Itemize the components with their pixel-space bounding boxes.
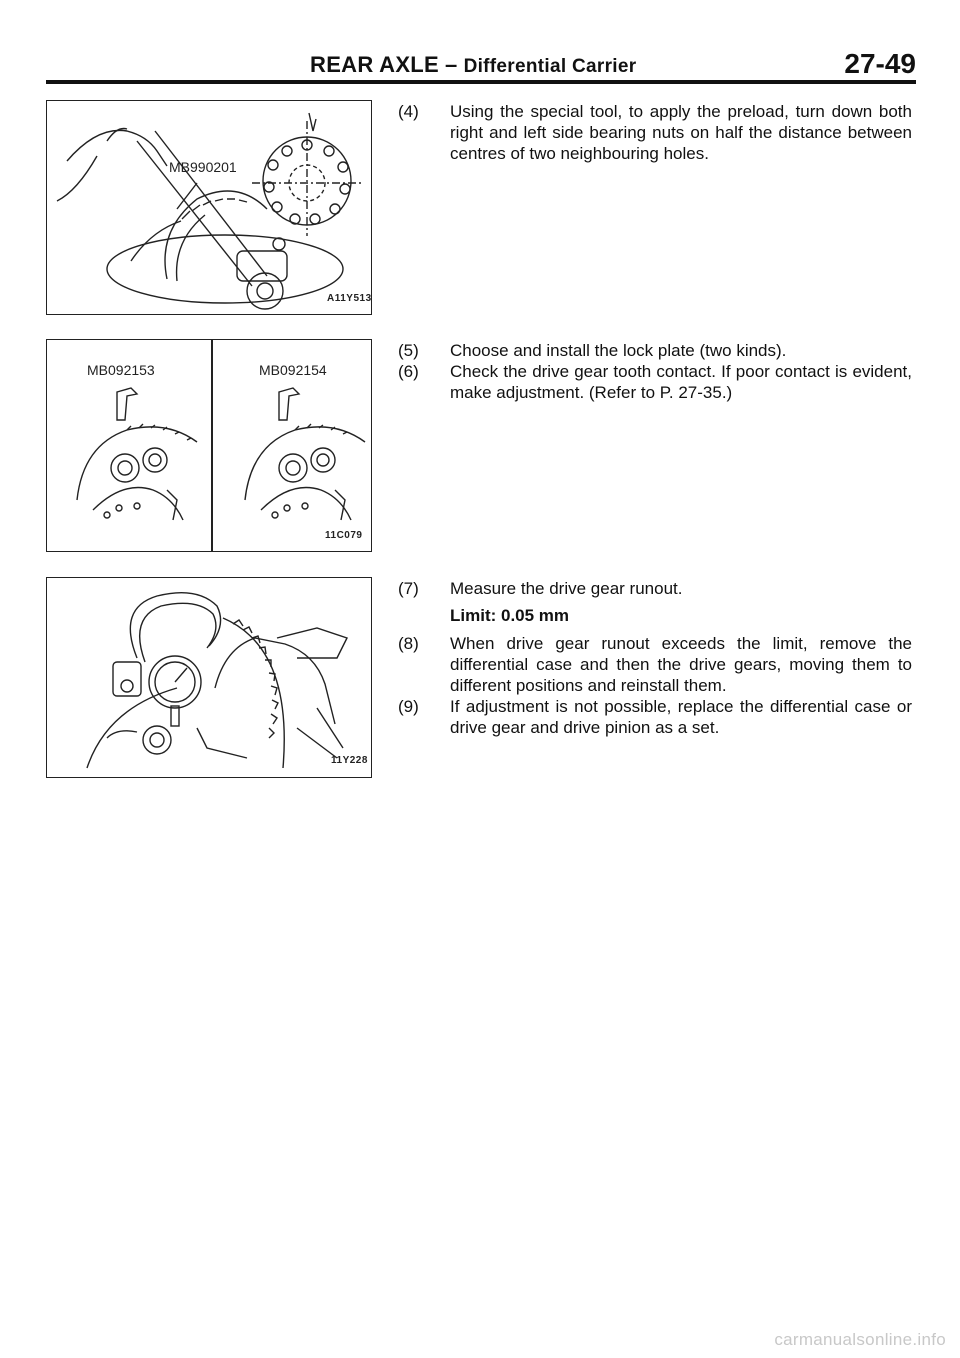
page-number: 27-49 bbox=[844, 48, 916, 79]
step-number: (9) bbox=[398, 697, 419, 716]
header-dash: – bbox=[445, 52, 458, 77]
step-text: Measure the drive gear runout. bbox=[450, 579, 683, 598]
lock-plate-label-right: MB092154 bbox=[259, 362, 327, 378]
step-text: When drive gear runout exceeds the limit, remove the differential case and then the drive gears, moving them to different positions and reinstall them. bbox=[450, 634, 912, 695]
figure-code: A11Y513 bbox=[327, 293, 372, 304]
header-title bbox=[310, 52, 636, 78]
step-text: Check the drive gear tooth contact. If poor contact is evident, make adjustment. (Refer to P. 27-35.) bbox=[450, 362, 912, 402]
header-subsection: Differential Carrier bbox=[463, 56, 637, 77]
step-number: (6) bbox=[398, 362, 419, 381]
wrench-tool-illustration bbox=[47, 101, 370, 313]
step-text: Choose and install the lock plate (two kinds). bbox=[450, 341, 787, 360]
step-text: Using the special tool, to apply the preload, turn down both right and left side bearing nuts on half the distance between centres of two neighbouring holes. bbox=[450, 102, 912, 163]
step-number: (7) bbox=[398, 579, 419, 598]
lock-plate-label-left: MB092153 bbox=[87, 362, 155, 378]
step-number: (5) bbox=[398, 341, 419, 360]
step-number: (8) bbox=[398, 634, 419, 653]
step-number: (4) bbox=[398, 102, 419, 121]
tool-label-mb990201: MB990201 bbox=[169, 159, 237, 175]
page-header bbox=[46, 44, 916, 84]
header-section: REAR AXLE bbox=[310, 52, 440, 77]
step-text: If adjustment is not possible, replace the differential case or drive gear and drive pinion as a set. bbox=[450, 697, 912, 737]
figure-bearing-nut-tool bbox=[46, 100, 372, 315]
figure-runout-measurement bbox=[46, 577, 372, 778]
footer-watermark: carmanualsonline.info bbox=[774, 1330, 946, 1349]
runout-limit: Limit: 0.05 mm bbox=[450, 606, 570, 625]
header-rule bbox=[46, 80, 916, 84]
figure-lock-plates bbox=[46, 339, 372, 552]
figure-code: 11C079 bbox=[325, 530, 363, 541]
figure-code: 11Y228 bbox=[331, 755, 368, 766]
dial-indicator-illustration bbox=[47, 578, 370, 776]
